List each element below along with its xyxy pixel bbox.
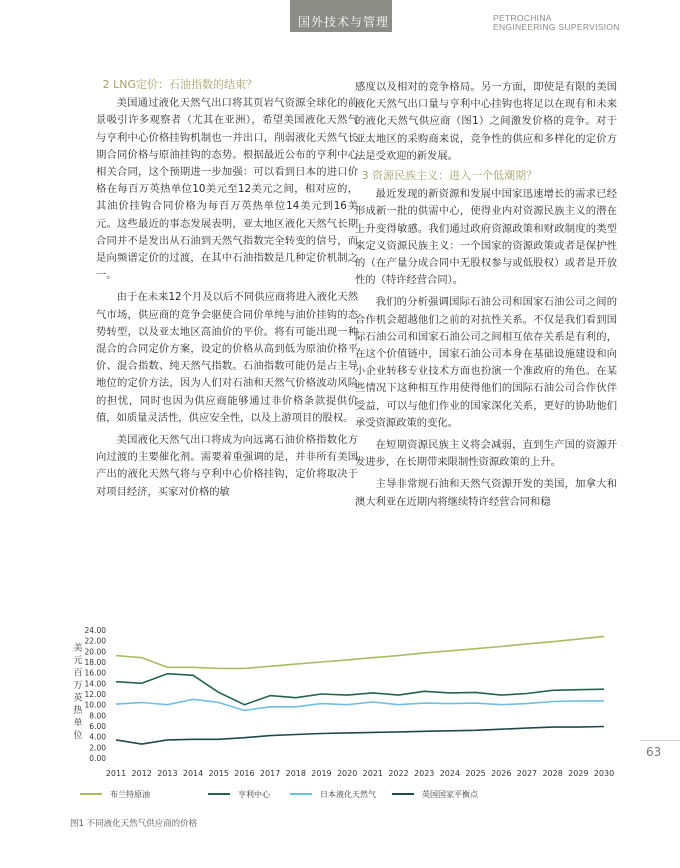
body-paragraph: 在短期资源民族主义将会减弱，直到生产国的资源开发进步，在长期带来限制性资源政策的上升。 <box>355 439 617 469</box>
y-tick-label: 4.00 <box>89 732 106 742</box>
right-column <box>355 79 617 511</box>
x-tick-label: 2019 <box>311 769 332 778</box>
body-paragraph: 最近发现的新资源和发展中国家迅速增长的需求已经形成新一批的供需中心，使得业内对资源民族主义的潜在上升变得敏感。我们通过政府资源政策和财政制度的类型来定义资源民族主义：一个国家的资源政策或者是保护性的（在产量分成合同中无股权参与或低股权）或者是开放性的（特许经营合同）。 <box>355 188 617 287</box>
y-tick-label: 12.00 <box>84 690 106 699</box>
y-tick-label: 14.00 <box>84 679 106 689</box>
header-brand <box>493 14 620 32</box>
body-paragraph: 我们的分析强调国际石油公司和国家石油公司之间的合作机会超越他们之前的对抗性关系。不仅是我们看到国际石油公司和国家石油公司之间相互依存关系是有利的，在这个价值链中，国家石油公司本身在基础设施建设和向小企业转移专业技术方面也扮演一个准政府的角色。在某些情况下这种相互作用使得他们的国际石油公司合作伙伴受益，可以与他们作业的国家深化关系，更好的协助他们承受资源政策的变化。 <box>355 296 617 429</box>
x-tick-label: 2026 <box>491 769 512 778</box>
y-tick-label: 18.00 <box>84 658 106 667</box>
body-paragraph: 主导非常规石油和天然气资源开发的美国，加拿大和澳大利亚在近期内将继续特许经营合同和稳 <box>355 478 617 508</box>
y-tick-label: 20.00 <box>84 647 106 657</box>
price-chart <box>68 618 616 842</box>
body-paragraph: 美国液化天然气出口将成为向远离石油价格指数化方向过渡的主要催化剂。需要着重强调的是，并非所有美国产出的液化天然气将与亨利中心价格挂钩，定价将取决于对项目经济，买家对价格的敏 <box>96 434 358 498</box>
series-line <box>116 727 604 745</box>
x-tick-label: 2018 <box>285 769 306 778</box>
section-heading-resource-nationalism: 3 资源民族主义：进入一个低潮期？ <box>361 169 538 183</box>
x-tick-label: 2025 <box>465 769 486 778</box>
legend-label: 英国国家平衡点 <box>422 790 478 799</box>
legend-label: 布兰特原油 <box>110 790 150 799</box>
series-line <box>116 636 604 668</box>
x-tick-label: 2016 <box>234 769 255 778</box>
legend-label: 日本液化天然气 <box>320 790 376 799</box>
header-section-title: 国外技术与管理 <box>298 15 390 29</box>
y-tick-label: 0.00 <box>89 754 106 763</box>
page-number: 63 <box>646 745 662 759</box>
page-number-rule <box>640 740 680 741</box>
body-paragraph-continued: 感度以及相对的竞争格局。另一方面，即使是有限的美国液化天然气出口量与亨利中心挂钩也将足以在现有和未来的液化天然气供应商（图1）之间激发价格的竞争。对于亚太地区的采购商来说，竞争性的供应和多样化的定价方法是受欢迎的新发展。 <box>355 81 617 162</box>
brand-line-2: ENGINEERING SUPERVISION <box>493 22 620 32</box>
x-tick-label: 2028 <box>542 769 563 778</box>
series-line <box>116 699 604 710</box>
x-tick-label: 2023 <box>414 769 435 778</box>
x-tick-label: 2013 <box>157 769 178 778</box>
x-tick-label: 2020 <box>336 769 358 778</box>
x-tick-label: 2024 <box>439 769 461 778</box>
x-tick-label: 2015 <box>208 769 229 778</box>
x-tick-label: 2021 <box>362 769 384 778</box>
y-tick-label: 8.00 <box>89 711 106 721</box>
x-tick-label: 2022 <box>388 769 409 778</box>
x-tick-label: 2012 <box>131 769 152 778</box>
y-tick-label: 16.00 <box>84 668 106 678</box>
left-column <box>96 76 358 501</box>
brand-line-1: PETROCHINA <box>493 13 552 23</box>
y-tick-label: 10.00 <box>84 700 106 710</box>
x-tick-label: 2011 <box>105 769 127 778</box>
y-tick-label: 24.00 <box>84 626 106 635</box>
section-heading-lng-pricing: 2 LNG定价：石油指数的结束？ <box>102 78 257 91</box>
y-tick-label: 22.00 <box>84 636 106 646</box>
y-tick-label: 2.00 <box>89 743 106 753</box>
line-chart <box>68 618 616 842</box>
legend-label: 亨利中心 <box>238 790 270 799</box>
body-paragraph: 美国通过液化天然气出口将其页岩气资源全球化的前景吸引许多观察者（尤其在亚洲），希望美国液化天然气与亨利中心价格挂钩机制也一并出口，削弱液化天然气长期合同价格与原油挂钩的态势。根据最近公布的亨利中心相关合同，这个预期进一步加强：可以看到日本的进口价格在每百万英热单位10美元至12美元之间，相对应的，其油价挂钩合同价格为每百万英热单位14美元到16美元。这些最近的事态发展表明，亚太地区液化天然气长期合同并不是发出从石油到天然气指数完全转变的信号，而是向频谱定价的过渡，在其中石油指数是几种定价机制之一。 <box>96 97 358 282</box>
y-axis-label: 美元百万英热单位 <box>73 643 83 741</box>
body-paragraph: 由于在未来12个月及以后不同供应商将进入液化天然气市场，供应商的竞争会驱使合同价单纯与油价挂钩的态势转型，以及亚太地区高油价的平价。将有可能出现一种混合的合同定价方案，设定的价格从高到低为原油价格平价、混合指数、纯天然气指数。石油指数可能仍是占主导地位的定价方法，因为人们对石油和天然气价格波动风险的担忧，同时也因为供应商能够通过非价格条款提供价值，如质量灵活性，供应安全性，以及上游项目的股权。 <box>96 291 358 424</box>
figure-caption: 图1 不同液化天然气供应商的价格 <box>70 819 198 829</box>
x-tick-label: 2027 <box>516 769 538 778</box>
x-tick-label: 2014 <box>182 769 204 778</box>
x-tick-label: 2030 <box>593 769 615 778</box>
x-tick-label: 2017 <box>259 769 281 778</box>
y-tick-label: 6.00 <box>89 722 106 731</box>
x-tick-label: 2029 <box>568 769 589 778</box>
